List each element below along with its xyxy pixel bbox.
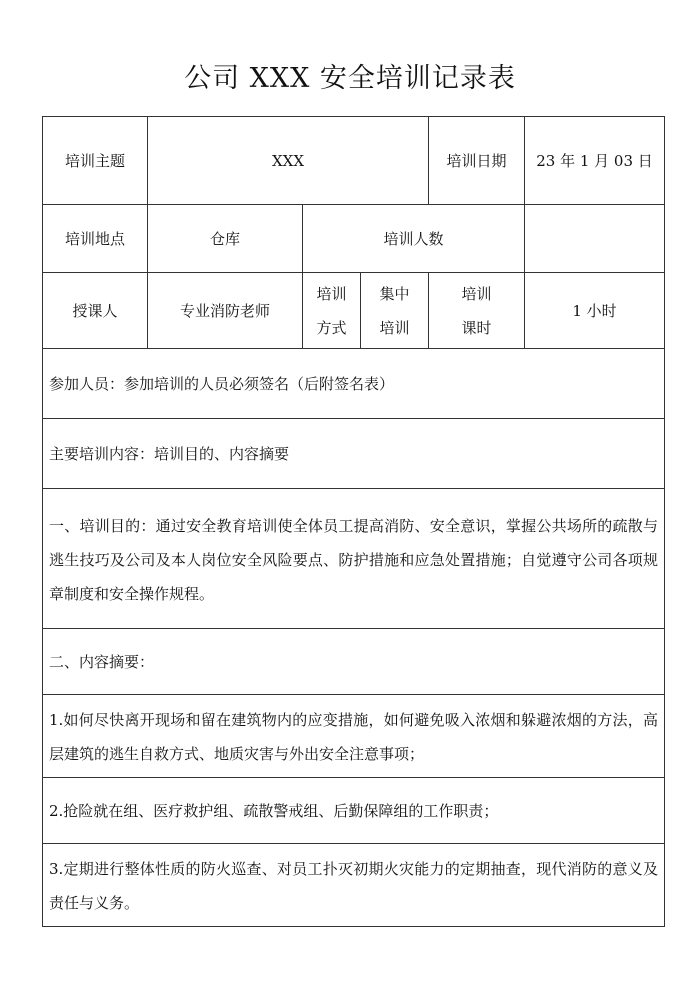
method-label-line1: 培训 (316, 284, 347, 303)
item-3-text: 3.定期进行整体性质的防火巡查、对员工扑灭初期火灾能力的定期抽查，现代消防的意义及责任与义务。 (43, 844, 665, 927)
date-value: 23 年 1 月 03 日 (525, 117, 665, 205)
row-participants (43, 349, 665, 419)
item-1-text: 1.如何尽快离开现场和留在建筑物内的应变措施，如何避免吸入浓烟和躲避浓烟的方法，高层建筑的逃生自救方式、地质灾害与外出安全注意事项； (43, 695, 665, 778)
method-label-line2: 方式 (316, 318, 347, 337)
count-label: 培训人数 (303, 205, 525, 273)
method-value (361, 273, 429, 349)
location-label: 培训地点 (43, 205, 148, 273)
row-summary-heading (43, 629, 665, 695)
topic-value: XXX (148, 117, 429, 205)
row-purpose (43, 489, 665, 629)
row-topic (43, 117, 665, 205)
hours-value: 1 小时 (525, 273, 665, 349)
row-location (43, 205, 665, 273)
row-instructor (43, 273, 665, 349)
hours-label-line1: 培训 (461, 284, 492, 303)
method-label (303, 273, 361, 349)
row-item-2 (43, 778, 665, 844)
row-main-content (43, 419, 665, 489)
participants-text: 参加人员：参加培训的人员必须签名（后附签名表） (43, 349, 665, 419)
method-value-line1: 集中 (379, 284, 410, 303)
location-value: 仓库 (148, 205, 303, 273)
training-record-table (42, 116, 665, 927)
row-item-1 (43, 695, 665, 778)
purpose-text: 一、培训目的：通过安全教育培训使全体员工提高消防、安全意识，掌握公共场所的疏散与逃生技巧及公司及本人岗位安全风险要点、防护措施和应急处置措施；自觉遵守公司各项规章制度和安全操作规程。 (43, 489, 665, 629)
topic-label: 培训主题 (43, 117, 148, 205)
hours-label-line2: 课时 (461, 318, 492, 337)
page-title: 公司 XXX 安全培训记录表 (184, 63, 516, 94)
hours-label (429, 273, 525, 349)
summary-heading-text: 二、内容摘要： (43, 629, 665, 695)
date-label: 培训日期 (429, 117, 525, 205)
instructor-label: 授课人 (43, 273, 148, 349)
item-2-text: 2.抢险就在组、医疗救护组、疏散警戒组、后勤保障组的工作职责； (43, 778, 665, 844)
main-content-text: 主要培训内容：培训目的、内容摘要 (43, 419, 665, 489)
count-value (525, 205, 665, 273)
method-value-line2: 培训 (379, 318, 410, 337)
row-item-3 (43, 844, 665, 927)
instructor-value: 专业消防老师 (148, 273, 303, 349)
